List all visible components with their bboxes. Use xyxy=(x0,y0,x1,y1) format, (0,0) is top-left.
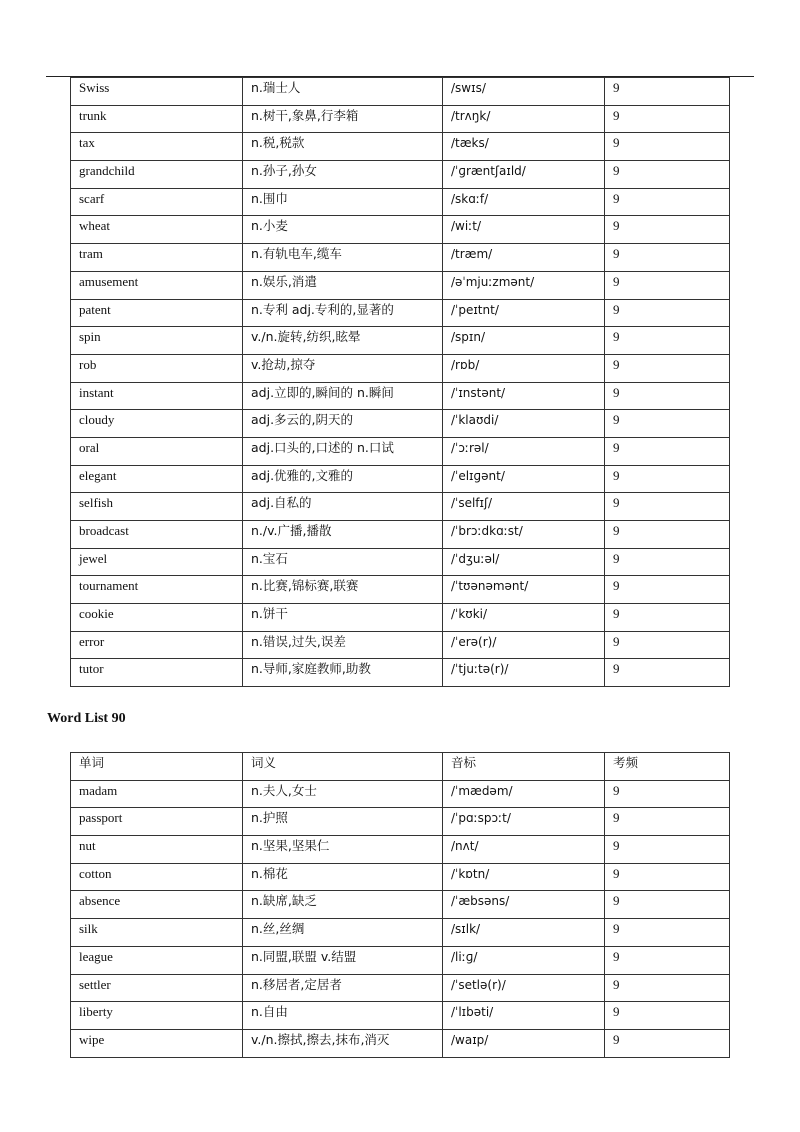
word-cell: tax xyxy=(71,133,243,161)
phonetic-cell: /ˈɪnstənt/ xyxy=(443,382,605,410)
header-word: 单词 xyxy=(71,753,243,781)
header-frequency: 考频 xyxy=(605,753,730,781)
frequency-cell: 9 xyxy=(605,974,730,1002)
phonetic-cell: /ˈɔːrəl/ xyxy=(443,437,605,465)
frequency-cell: 9 xyxy=(605,659,730,687)
phonetic-cell: /tæks/ xyxy=(443,133,605,161)
frequency-cell: 9 xyxy=(605,161,730,189)
phonetic-cell: /ˈtjuːtə(r)/ xyxy=(443,659,605,687)
table-row xyxy=(71,521,730,549)
frequency-cell: 9 xyxy=(605,465,730,493)
frequency-cell: 9 xyxy=(605,836,730,864)
frequency-cell: 9 xyxy=(605,216,730,244)
word-list-90-table xyxy=(70,752,730,1058)
meaning-cell: n.宝石 xyxy=(243,548,443,576)
table-row xyxy=(71,919,730,947)
phonetic-cell: /waɪp/ xyxy=(443,1029,605,1057)
word-cell: silk xyxy=(71,919,243,947)
phonetic-cell: /ˈtʊənəmənt/ xyxy=(443,576,605,604)
frequency-cell: 9 xyxy=(605,354,730,382)
table-row xyxy=(71,891,730,919)
meaning-cell: n.夫人,女士 xyxy=(243,780,443,808)
word-cell: absence xyxy=(71,891,243,919)
frequency-cell: 9 xyxy=(605,1002,730,1030)
table-row xyxy=(71,604,730,632)
table-row xyxy=(71,493,730,521)
frequency-cell: 9 xyxy=(605,919,730,947)
word-cell: cookie xyxy=(71,604,243,632)
phonetic-cell: /ˈlɪbəti/ xyxy=(443,1002,605,1030)
meaning-cell: n.孙子,孙女 xyxy=(243,161,443,189)
table-row xyxy=(71,1029,730,1057)
meaning-cell: n.护照 xyxy=(243,808,443,836)
word-cell: cotton xyxy=(71,863,243,891)
word-list-90-title: Word List 90 xyxy=(47,711,126,726)
frequency-cell: 9 xyxy=(605,133,730,161)
phonetic-cell: /ˈerə(r)/ xyxy=(443,631,605,659)
meaning-cell: adj.立即的,瞬间的 n.瞬间 xyxy=(243,382,443,410)
table-row xyxy=(71,105,730,133)
meaning-cell: n./v.广播,播散 xyxy=(243,521,443,549)
meaning-cell: n.自由 xyxy=(243,1002,443,1030)
meaning-cell: n.有轨电车,缆车 xyxy=(243,244,443,272)
word-cell: tram xyxy=(71,244,243,272)
phonetic-cell: /əˈmjuːzmənt/ xyxy=(443,271,605,299)
word-cell: cloudy xyxy=(71,410,243,438)
word-cell: league xyxy=(71,946,243,974)
meaning-cell: n.同盟,联盟 v.结盟 xyxy=(243,946,443,974)
phonetic-cell: /swɪs/ xyxy=(443,78,605,106)
meaning-cell: adj.多云的,阴天的 xyxy=(243,410,443,438)
frequency-cell: 9 xyxy=(605,327,730,355)
header-meaning: 词义 xyxy=(243,753,443,781)
word-cell: oral xyxy=(71,437,243,465)
word-list-89-body xyxy=(71,78,730,687)
meaning-cell: n.专利 adj.专利的,显著的 xyxy=(243,299,443,327)
word-cell: grandchild xyxy=(71,161,243,189)
table-row xyxy=(71,780,730,808)
meaning-cell: n.树干,象鼻,行李箱 xyxy=(243,105,443,133)
word-cell: nut xyxy=(71,836,243,864)
phonetic-cell: /ˈkʊki/ xyxy=(443,604,605,632)
phonetic-cell: /ˈpeɪtnt/ xyxy=(443,299,605,327)
table-row xyxy=(71,133,730,161)
phonetic-cell: /ˈæbsəns/ xyxy=(443,891,605,919)
word-cell: spin xyxy=(71,327,243,355)
meaning-cell: n.坚果,坚果仁 xyxy=(243,836,443,864)
frequency-cell: 9 xyxy=(605,105,730,133)
frequency-cell: 9 xyxy=(605,808,730,836)
frequency-cell: 9 xyxy=(605,244,730,272)
word-list-90-body xyxy=(71,780,730,1057)
table-row xyxy=(71,437,730,465)
phonetic-cell: /liːɡ/ xyxy=(443,946,605,974)
phonetic-cell: /wiːt/ xyxy=(443,216,605,244)
table-row xyxy=(71,161,730,189)
word-cell: scarf xyxy=(71,188,243,216)
meaning-cell: n.错误,过失,误差 xyxy=(243,631,443,659)
phonetic-cell: /trʌŋk/ xyxy=(443,105,605,133)
word-cell: tutor xyxy=(71,659,243,687)
word-cell: selfish xyxy=(71,493,243,521)
frequency-cell: 9 xyxy=(605,946,730,974)
meaning-cell: v./n.旋转,纺织,眩晕 xyxy=(243,327,443,355)
word-cell: settler xyxy=(71,974,243,1002)
frequency-cell: 9 xyxy=(605,521,730,549)
meaning-cell: n.缺席,缺乏 xyxy=(243,891,443,919)
table-row xyxy=(71,1002,730,1030)
meaning-cell: v.抢劫,掠夺 xyxy=(243,354,443,382)
frequency-cell: 9 xyxy=(605,437,730,465)
phonetic-cell: /træm/ xyxy=(443,244,605,272)
meaning-cell: n.棉花 xyxy=(243,863,443,891)
table-row xyxy=(71,863,730,891)
table-row xyxy=(71,299,730,327)
meaning-cell: adj.自私的 xyxy=(243,493,443,521)
word-cell: jewel xyxy=(71,548,243,576)
frequency-cell: 9 xyxy=(605,631,730,659)
header-phonetic: 音标 xyxy=(443,753,605,781)
meaning-cell: n.移居者,定居者 xyxy=(243,974,443,1002)
meaning-cell: n.饼干 xyxy=(243,604,443,632)
phonetic-cell: /spɪn/ xyxy=(443,327,605,355)
meaning-cell: n.小麦 xyxy=(243,216,443,244)
frequency-cell: 9 xyxy=(605,299,730,327)
table-row xyxy=(71,974,730,1002)
phonetic-cell: /ˈɡræntʃaɪld/ xyxy=(443,161,605,189)
phonetic-cell: /sɪlk/ xyxy=(443,919,605,947)
word-cell: passport xyxy=(71,808,243,836)
table-row xyxy=(71,382,730,410)
word-cell: instant xyxy=(71,382,243,410)
phonetic-cell: /nʌt/ xyxy=(443,836,605,864)
frequency-cell: 9 xyxy=(605,604,730,632)
word-cell: trunk xyxy=(71,105,243,133)
frequency-cell: 9 xyxy=(605,188,730,216)
phonetic-cell: /ˈsetlə(r)/ xyxy=(443,974,605,1002)
phonetic-cell: /rɒb/ xyxy=(443,354,605,382)
frequency-cell: 9 xyxy=(605,382,730,410)
table-row xyxy=(71,244,730,272)
table-row xyxy=(71,354,730,382)
meaning-cell: n.瑞士人 xyxy=(243,78,443,106)
word-cell: wheat xyxy=(71,216,243,244)
phonetic-cell: /ˈkɒtn/ xyxy=(443,863,605,891)
meaning-cell: n.比赛,锦标赛,联赛 xyxy=(243,576,443,604)
phonetic-cell: /ˈklaʊdi/ xyxy=(443,410,605,438)
table-row xyxy=(71,808,730,836)
word-list-90-header xyxy=(71,753,730,781)
frequency-cell: 9 xyxy=(605,576,730,604)
word-list-89-table xyxy=(70,77,730,687)
word-cell: liberty xyxy=(71,1002,243,1030)
word-cell: madam xyxy=(71,780,243,808)
word-cell: error xyxy=(71,631,243,659)
phonetic-cell: /skɑːf/ xyxy=(443,188,605,216)
header-row xyxy=(71,753,730,781)
table-row xyxy=(71,576,730,604)
frequency-cell: 9 xyxy=(605,410,730,438)
phonetic-cell: /ˈdʒuːəl/ xyxy=(443,548,605,576)
phonetic-cell: /ˈbrɔːdkɑːst/ xyxy=(443,521,605,549)
frequency-cell: 9 xyxy=(605,493,730,521)
word-cell: Swiss xyxy=(71,78,243,106)
meaning-cell: n.导师,家庭教师,助教 xyxy=(243,659,443,687)
frequency-cell: 9 xyxy=(605,863,730,891)
table-row xyxy=(71,327,730,355)
table-row xyxy=(71,465,730,493)
word-cell: wipe xyxy=(71,1029,243,1057)
phonetic-cell: /ˈelɪɡənt/ xyxy=(443,465,605,493)
table-row xyxy=(71,216,730,244)
word-cell: broadcast xyxy=(71,521,243,549)
frequency-cell: 9 xyxy=(605,780,730,808)
word-cell: elegant xyxy=(71,465,243,493)
meaning-cell: n.税,税款 xyxy=(243,133,443,161)
frequency-cell: 9 xyxy=(605,78,730,106)
meaning-cell: adj.优雅的,文雅的 xyxy=(243,465,443,493)
table-row xyxy=(71,548,730,576)
phonetic-cell: /ˈselfɪʃ/ xyxy=(443,493,605,521)
table-row xyxy=(71,410,730,438)
meaning-cell: n.丝,丝绸 xyxy=(243,919,443,947)
word-cell: tournament xyxy=(71,576,243,604)
frequency-cell: 9 xyxy=(605,271,730,299)
meaning-cell: v./n.擦拭,擦去,抹布,消灭 xyxy=(243,1029,443,1057)
meaning-cell: n.娱乐,消遣 xyxy=(243,271,443,299)
table-row xyxy=(71,631,730,659)
word-cell: rob xyxy=(71,354,243,382)
phonetic-cell: /ˈmædəm/ xyxy=(443,780,605,808)
table-row xyxy=(71,78,730,106)
table-row xyxy=(71,188,730,216)
word-cell: patent xyxy=(71,299,243,327)
frequency-cell: 9 xyxy=(605,548,730,576)
meaning-cell: n.围巾 xyxy=(243,188,443,216)
frequency-cell: 9 xyxy=(605,891,730,919)
phonetic-cell: /ˈpɑːspɔːt/ xyxy=(443,808,605,836)
frequency-cell: 9 xyxy=(605,1029,730,1057)
table-row xyxy=(71,659,730,687)
table-row xyxy=(71,271,730,299)
word-cell: amusement xyxy=(71,271,243,299)
meaning-cell: adj.口头的,口述的 n.口试 xyxy=(243,437,443,465)
table-row xyxy=(71,836,730,864)
table-row xyxy=(71,946,730,974)
